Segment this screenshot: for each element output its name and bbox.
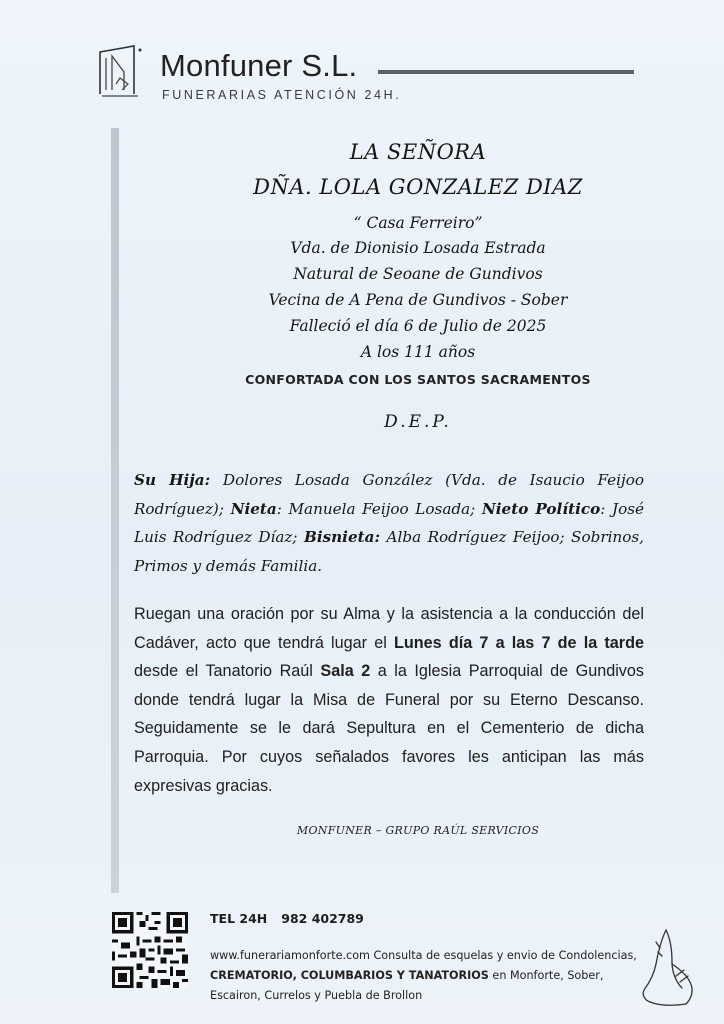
brand-name: Monfuner S.L.	[160, 48, 358, 83]
nieto-text: : José Luis Rodríguez Díaz;	[134, 499, 644, 546]
ceremony-text-2: desde el Tanatorio Raúl	[134, 662, 321, 681]
hija-label: Su Hija:	[134, 471, 211, 489]
ceremony-text-3: a la Iglesia Parroquial de Gundivos donde tendrá lugar la Misa de Funeral por su Eterno Descanso. Seguidamente se le dará Sepultura en el Cementerio de dicha Parroquia. Por cuyos señalados favores les anticipan las más expresivas gracias.	[134, 662, 644, 795]
praying-hands-icon	[636, 924, 700, 1008]
footer-text-2: en Monforte, Sober, Escairon, Currelos y Puebla de Brollon	[210, 969, 604, 1002]
bisnieta-text: Alba Rodríguez Feijoo; Sobrinos, Primos y demás Familia.	[134, 528, 644, 575]
header-rule	[378, 70, 634, 74]
nieto-label: Nieto Político	[481, 499, 601, 518]
ceremony-text-1: Ruegan una oración por su Alma y la asistencia a la conducción del Cadáver, acto que tendrá lugar el	[134, 605, 644, 652]
notice-line-age: A los 111 años	[360, 343, 476, 361]
notice-line-native: Natural de Seoane de Gundivos	[293, 265, 543, 283]
brand-tagline: FUNERARIAS ATENCIÓN 24H.	[162, 88, 402, 102]
notice-line-widow: Vda. de Dionisio Losada Estrada	[290, 239, 546, 257]
ceremony-paragraph	[134, 600, 644, 800]
family-paragraph	[134, 466, 644, 580]
notice-title: LA SEÑORA	[349, 140, 487, 164]
notice-line-resident: Vecina de A Pena de Gundivos - Sober	[268, 291, 568, 309]
deceased-name: DÑA. LOLA GONZALEZ DIAZ	[253, 175, 583, 199]
phone-label: TEL 24H	[210, 911, 268, 926]
ceremony-time: Lunes día 7 a las 7 de la tarde	[393, 633, 644, 652]
signature-line: MONFUNER – GRUPO RAÚL SERVICIOS	[296, 824, 540, 837]
notice-line-house: “ Casa Ferreiro”	[353, 214, 483, 232]
dep-line: D.E.P.	[384, 412, 452, 432]
qr-code-icon	[112, 912, 188, 988]
notice-line-death-date: Falleció el día 6 de Julio de 2025	[289, 317, 547, 335]
left-vertical-bar	[111, 128, 119, 893]
hija-text: Dolores Losada González (Vda. de Isaucio Feijoo Rodríguez);	[134, 471, 645, 518]
website-link[interactable]: www.funerariamonforte.com	[210, 949, 370, 962]
footer-services: CREMATORIO, COLUMBARIOS Y TANATORIOS	[210, 969, 489, 982]
sacraments-line: CONFORTADA CON LOS SANTOS SACRAMENTOS	[245, 372, 591, 387]
phone-number[interactable]: 982 402789	[281, 911, 364, 926]
phone-line	[210, 911, 364, 926]
bisnieta-label: Bisnieta:	[303, 528, 381, 546]
nieta-label: Nieta	[230, 499, 277, 518]
ceremony-room: Sala 2	[320, 662, 371, 681]
nieta-text: : Manuela Feijoo Losada;	[276, 499, 482, 518]
monfuner-logo-icon	[96, 44, 146, 102]
footer-text-1: Consulta de esquelas y envio de Condolencias,	[369, 949, 637, 962]
footer-paragraph	[210, 946, 640, 1006]
